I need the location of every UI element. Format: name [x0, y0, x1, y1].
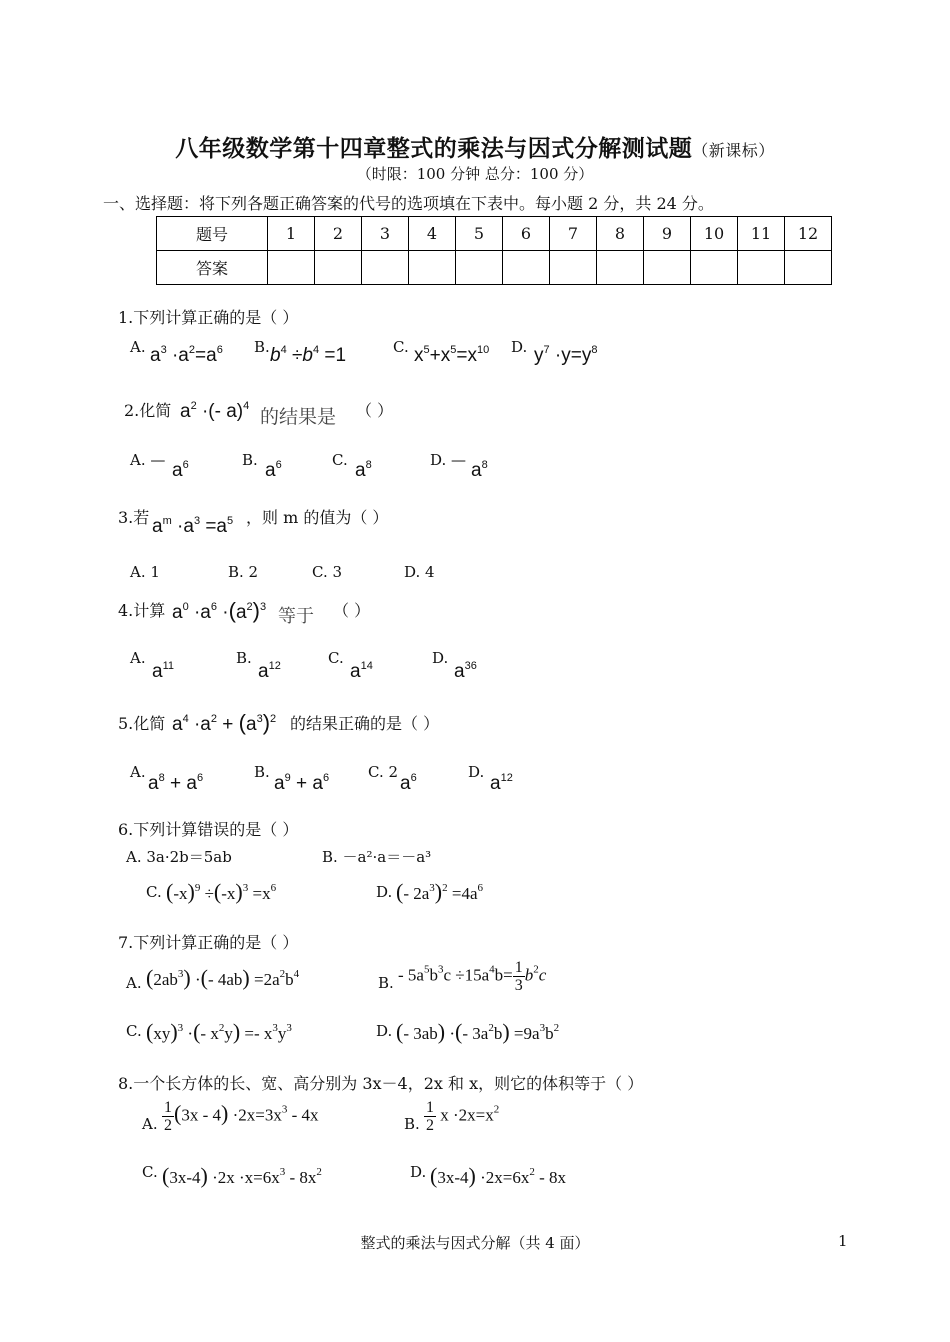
q2-option-c-label: C. [332, 451, 348, 469]
q3-option-b: B. 2 [228, 563, 259, 581]
q2-option-b-label: B. [242, 451, 258, 469]
row-label-answer: 答案 [157, 251, 268, 285]
q6-option-a: A. 3a·2b＝5ab [126, 848, 232, 866]
q2-stem-tail: 的结果是 [260, 406, 337, 428]
title-suffix: （新课标） [692, 141, 775, 160]
q5-option-b-expr: $a^9 + a^6$ [274, 772, 330, 794]
q8-option-d-expr: $(3x-4) \cdot 2x=6x^2 - 8x$ [430, 1163, 566, 1188]
q8-option-d-label: D. [410, 1163, 427, 1181]
q8-option-c-label: C. [142, 1163, 158, 1181]
q4-option-d-label: D. [432, 649, 449, 667]
q5-option-c-expr: $a^6$ [400, 772, 417, 794]
table-cell: 5 [456, 217, 503, 251]
q4-option-b-expr: $a^{12}$ [258, 660, 281, 682]
q4-option-b-label: B. [236, 649, 252, 667]
q1-option-a-expr: $a^3 \cdot a^2=a^6$ [150, 344, 223, 366]
q1-option-b-expr: $b^4 \div b^4 =1$ [270, 344, 347, 366]
q8-option-c-expr: $(3x-4) \cdot 2x \cdot x=6x^3 - 8x^2$ [162, 1163, 322, 1188]
q5-option-a-label: A. [130, 763, 146, 781]
q6-option-d-label: D. [376, 883, 393, 901]
exam-meta: （时限：100 分钟 总分：100 分） [356, 165, 594, 183]
answer-cell[interactable] [691, 251, 738, 285]
page-title [0, 130, 950, 163]
question-2-stem: 2.化简 [124, 401, 172, 420]
table-cell: 6 [503, 217, 550, 251]
q2-option-a-label: A. — [130, 451, 166, 469]
answer-table [156, 216, 832, 285]
q2-option-b-expr: $a^6$ [265, 459, 282, 481]
question-1-stem: 1.下列计算正确的是（ ） [118, 308, 299, 327]
question-4-stem: 4.计算 [118, 601, 166, 620]
table-cell: 1 [268, 217, 315, 251]
q8-option-a-label: A. [142, 1115, 158, 1133]
q6-option-c-expr: $(-x)^9 \div(-x)^3 =x^6$ [166, 879, 277, 904]
answer-cell[interactable] [550, 251, 597, 285]
q1-option-c-label: C. [393, 338, 409, 356]
q3-option-c: C. 3 [312, 563, 343, 581]
title-main: 八年级数学第十四章整式的乘法与因式分解测试题 [175, 135, 693, 162]
q5-option-a-expr: $a^8 + a^6$ [148, 772, 204, 794]
q3-stem-tail: ，则 m 的值为（ ） [246, 508, 389, 527]
q1-option-d-expr: $y^7 \cdot y=y^8$ [534, 344, 598, 366]
q2-answer-paren: （ ） [356, 401, 394, 420]
q7-option-c-expr: (xy)$^3$ ·(- $x^2y) =- x^3y^3$ [146, 1019, 292, 1044]
q3-expression: $a^m \cdot a^3 =a^5$ [152, 515, 234, 537]
question-3-stem: 3.若 [118, 508, 150, 527]
q1-option-c-expr: $x^5+x^5=x^{10}$ [414, 344, 490, 366]
q8-option-b-expr: $\frac{1}{2}$ $x \cdot 2x=x^2$ [426, 1099, 500, 1134]
q4-option-c-expr: $a^{14}$ [350, 660, 373, 682]
q5-stem-tail: 的结果正确的是（ ） [290, 714, 440, 733]
question-8-stem: 8.一个长方体的长、宽、高分别为 3x－4，2x 和 x，则它的体积等于（ ） [118, 1074, 644, 1093]
q8-option-a-expr: $\frac{1}{2}$ $(3x - 4) \cdot 2x=3x^3 - 4x$ [164, 1099, 319, 1134]
table-cell: 12 [785, 217, 832, 251]
q1-option-b-label: B. [254, 338, 270, 356]
table-cell: 9 [644, 217, 691, 251]
row-label-number: 题号 [157, 217, 268, 251]
answer-cell[interactable] [315, 251, 362, 285]
q7-option-a-expr: $(2ab^3)$ ·(- $4ab) =2a^2b^4$ [146, 965, 300, 990]
q3-option-a: A. 1 [130, 563, 160, 581]
answer-cell[interactable] [503, 251, 550, 285]
q6-option-d-expr: (- $2a^3)^2 =4a^6$ [396, 879, 484, 904]
answer-cell[interactable] [362, 251, 409, 285]
question-5-stem: 5.化简 [118, 714, 166, 733]
q3-option-d: D. 4 [404, 563, 435, 581]
q2-option-a-expr: $a^6$ [172, 459, 189, 481]
table-cell: 8 [597, 217, 644, 251]
answer-cell[interactable] [785, 251, 832, 285]
q7-option-d-expr: (- 3ab) ·(- $3a^2b) =9a^3b^2$ [396, 1019, 560, 1044]
q4-answer-paren: （ ） [333, 601, 371, 620]
table-row [157, 217, 832, 251]
question-7-stem: 7.下列计算正确的是（ ） [118, 933, 299, 952]
answer-cell[interactable] [456, 251, 503, 285]
q1-option-a-label: A. [130, 338, 146, 356]
q6-option-b: B. －a²·a＝－a³ [322, 848, 432, 866]
q5-option-d-expr: $a^{12}$ [490, 772, 513, 794]
q1-option-d-label: D. [511, 338, 528, 356]
table-row [157, 251, 832, 285]
table-cell: 7 [550, 217, 597, 251]
answer-cell[interactable] [597, 251, 644, 285]
q2-option-d-expr: $a^8$ [471, 459, 488, 481]
answer-cell[interactable] [409, 251, 456, 285]
page-number: 1 [838, 1232, 848, 1250]
q6-option-c-label: C. [146, 883, 162, 901]
q4-expression: $a^0 \cdot a^6 \cdot(a^2)^3$ [172, 598, 267, 623]
question-6-stem: 6.下列计算错误的是（ ） [118, 820, 299, 839]
q4-option-a-label: A. [130, 649, 146, 667]
q5-expression: $a^4 \cdot a^2 + (a^3)^2$ [172, 710, 277, 735]
table-cell: 4 [409, 217, 456, 251]
q2-option-c-expr: $a^8$ [355, 459, 372, 481]
q4-stem-tail: 等于 [278, 606, 314, 627]
q5-option-c-label: C. 2 [368, 763, 399, 781]
table-cell: 11 [738, 217, 785, 251]
q4-option-a-expr: $a^{11}$ [152, 660, 174, 682]
q7-option-a-label: A. [126, 974, 142, 992]
q5-option-b-label: B. [254, 763, 270, 781]
table-cell: 3 [362, 217, 409, 251]
q7-option-b-label: B. [378, 974, 394, 992]
table-cell: 2 [315, 217, 362, 251]
table-cell: 10 [691, 217, 738, 251]
q5-option-d-label: D. [468, 763, 485, 781]
q7-option-b-expr: - $5a^5b^3c \div 15a^4b=$ $\frac{1}{3}$ $b^2c$ [398, 959, 547, 994]
q4-option-c-label: C. [328, 649, 344, 667]
q4-option-d-expr: $a^{36}$ [454, 660, 477, 682]
q8-option-b-label: B. [404, 1115, 420, 1133]
page-footer: 整式的乘法与因式分解（共 4 面） [360, 1234, 590, 1252]
q2-expression: $a^2$ ·(- a)$^4$ [180, 400, 250, 422]
q2-option-d-label: D. — [430, 451, 467, 469]
answer-cell[interactable] [644, 251, 691, 285]
q7-option-c-label: C. [126, 1022, 142, 1040]
answer-cell[interactable] [738, 251, 785, 285]
q7-option-d-label: D. [376, 1022, 393, 1040]
section-heading: 一、选择题：将下列各题正确答案的代号的选项填在下表中。每小题 2 分，共 24 分。 [103, 194, 714, 213]
answer-cell[interactable] [268, 251, 315, 285]
